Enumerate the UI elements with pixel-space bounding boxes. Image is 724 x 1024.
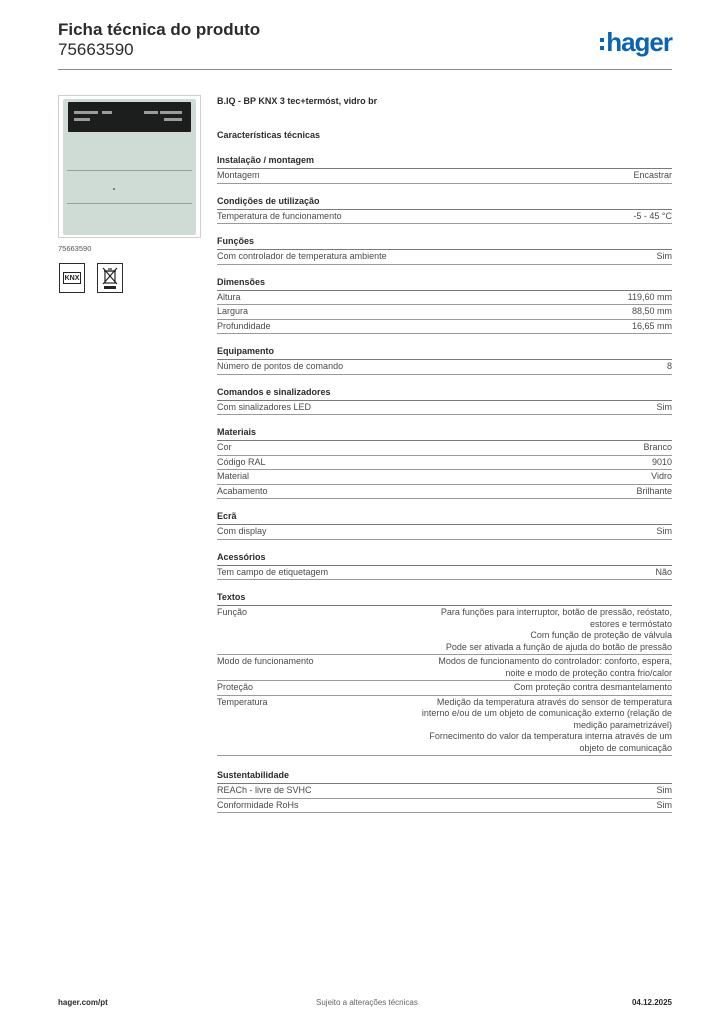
- spec-label: Com controlador de temperatura ambiente: [217, 251, 387, 261]
- spec-row: [217, 655, 672, 681]
- hager-logo: [600, 28, 672, 56]
- spec-group-title: Textos: [217, 592, 672, 606]
- spec-value-line: Não: [655, 566, 672, 577]
- spec-label: Temperatura de funcionamento: [217, 210, 342, 221]
- spec-value: [651, 471, 672, 483]
- spec-value: [441, 607, 672, 653]
- spec-value-line: objeto de comunicação: [579, 742, 672, 753]
- device-illustration: [63, 99, 196, 235]
- spec-row: [217, 696, 672, 757]
- spec-group: [217, 155, 672, 184]
- spec-group: [217, 346, 672, 375]
- spec-label: Conformidade RoHs: [217, 799, 299, 810]
- spec-value: [632, 306, 672, 318]
- spec-label: Temperatura: [217, 696, 268, 707]
- spec-value: [633, 211, 672, 223]
- spec-row: [217, 784, 672, 799]
- spec-value: [633, 170, 672, 182]
- spec-value-line: medição parametrizável): [573, 719, 672, 730]
- spec-group-title: Sustentabilidade: [217, 770, 672, 784]
- spec-value: [438, 656, 672, 679]
- spec-value: [632, 321, 672, 333]
- spec-row: [217, 291, 672, 306]
- spec-group-title: Ecrã: [217, 511, 672, 525]
- document-title: Ficha técnica do produto: [58, 20, 261, 39]
- spec-value-line: Encastrar: [633, 170, 672, 180]
- spec-value-line: Com função de proteção de válvula: [530, 630, 672, 640]
- knx-certification-icon: [59, 263, 85, 293]
- spec-value: [667, 361, 672, 373]
- spec-value-line: Pode ser ativada a função de ajuda do botão de pressão: [445, 641, 672, 652]
- spec-label: Modo de funcionamento: [217, 656, 314, 666]
- spec-row: [217, 305, 672, 320]
- characteristics-title: Características técnicas: [217, 130, 321, 140]
- spec-group: [217, 196, 672, 225]
- spec-group: [217, 427, 672, 499]
- spec-value-line: estores e termóstato: [589, 618, 672, 629]
- spec-value-line: interno e/ou de um objeto de comunicação externo (relação de: [421, 708, 672, 718]
- footer-date: 04.12.2025: [631, 998, 672, 1007]
- spec-label: Tem campo de etiquetagem: [217, 566, 329, 577]
- spec-row: [217, 606, 672, 655]
- spec-value: [657, 800, 673, 812]
- spec-row: [217, 169, 672, 184]
- spec-label: Altura: [217, 291, 241, 302]
- spec-label: Acabamento: [217, 485, 268, 496]
- spec-value-line: Medição da temperatura através do sensor de temperatura: [436, 696, 672, 707]
- spec-label: Montagem: [217, 170, 260, 180]
- spec-value: [655, 567, 672, 579]
- spec-label: Com display: [217, 526, 267, 536]
- spec-row: [217, 470, 672, 485]
- knx-label: KNX: [63, 272, 81, 284]
- spec-value-line: Sim: [656, 401, 672, 412]
- spec-group: [217, 511, 672, 540]
- spec-value-line: Sim: [656, 251, 672, 261]
- spec-group: [217, 277, 672, 335]
- spec-value-line: 8: [666, 361, 672, 371]
- spec-value: [514, 682, 672, 694]
- spec-group-title: Dimensões: [217, 277, 672, 291]
- spec-group-title: Materiais: [217, 427, 672, 441]
- page-header: [58, 20, 672, 70]
- spec-value-line: Para funções para interruptor, botão de pressão, reóstato,: [440, 607, 672, 617]
- device-led: [113, 188, 115, 190]
- spec-value-line: Sim: [656, 526, 672, 536]
- spec-value: [636, 486, 672, 498]
- spec-value-line: Fornecimento do valor da temperatura interna através de um: [429, 731, 672, 741]
- spec-group-title: Acessórios: [217, 552, 672, 566]
- spec-row: [217, 799, 672, 814]
- spec-row: [217, 681, 672, 696]
- spec-row: [217, 525, 672, 540]
- image-caption: 75663590: [58, 244, 92, 253]
- product-name: B.IQ - BP KNX 3 tec+termóst, vidro br: [217, 96, 378, 106]
- spec-group: [217, 387, 672, 416]
- device-display: [68, 102, 191, 132]
- spec-label: Número de pontos de comando: [217, 361, 344, 371]
- spec-value-line: 9010: [651, 456, 672, 467]
- spec-label: Profundidade: [217, 320, 271, 331]
- spec-group: [217, 592, 672, 756]
- spec-value: [628, 292, 672, 304]
- spec-row: [217, 566, 672, 581]
- spec-label: Código RAL: [217, 456, 266, 467]
- spec-label: Largura: [217, 306, 249, 316]
- spec-group-title: Instalação / montagem: [217, 155, 672, 169]
- spec-value-line: Com proteção contra desmantelamento: [513, 682, 672, 692]
- spec-label: Material: [217, 471, 250, 481]
- spec-row: [217, 441, 672, 456]
- spec-value-line: Sim: [656, 785, 672, 795]
- spec-value: [422, 697, 672, 755]
- spec-label: Com sinalizadores LED: [217, 401, 312, 412]
- spec-value-line: noite e modo de proteção contra frio/calor: [505, 667, 672, 678]
- logo-text: hager: [606, 27, 672, 57]
- spec-value-line: 119,60 mm: [627, 291, 672, 302]
- spec-group-title: Funções: [217, 236, 672, 250]
- spec-value: [657, 402, 673, 414]
- spec-label: REACh - livre de SVHC: [217, 785, 312, 795]
- logo-dots-icon: [600, 38, 604, 50]
- spec-group: [217, 770, 672, 813]
- spec-value: [657, 526, 673, 538]
- specifications: [217, 96, 672, 813]
- spec-value: [643, 442, 672, 454]
- footer-disclaimer: Sujeito a alterações técnicas: [316, 998, 418, 1007]
- spec-row: [217, 320, 672, 335]
- product-reference: 75663590: [58, 40, 134, 59]
- spec-row: [217, 401, 672, 416]
- spec-group: [217, 552, 672, 581]
- spec-value-line: 88,50 mm: [631, 306, 672, 316]
- spec-value-line: Brilhante: [636, 485, 672, 496]
- spec-row: [217, 250, 672, 265]
- spec-label: Proteção: [217, 682, 254, 692]
- spec-label: Cor: [217, 442, 232, 452]
- spec-row: [217, 456, 672, 471]
- spec-value-line: -5 - 45 °C: [633, 210, 672, 221]
- weee-crossed-bin-icon: [97, 263, 123, 293]
- spec-value: [657, 785, 673, 797]
- spec-row: [217, 485, 672, 500]
- product-image: [58, 95, 201, 238]
- spec-group-title: Equipamento: [217, 346, 672, 360]
- spec-groups: [217, 155, 672, 813]
- spec-row: [217, 360, 672, 375]
- spec-value-line: Vidro: [651, 471, 672, 481]
- spec-group-title: Condições de utilização: [217, 196, 672, 210]
- spec-row: [217, 210, 672, 225]
- spec-value-line: Branco: [643, 442, 672, 452]
- spec-value-line: Sim: [656, 799, 672, 810]
- footer-website: hager.com/pt: [58, 998, 108, 1007]
- spec-value: [657, 251, 673, 263]
- spec-label: Função: [217, 607, 248, 617]
- spec-group: [217, 236, 672, 265]
- spec-value-line: 16,65 mm: [631, 320, 672, 331]
- spec-value-line: Modos de funcionamento do controlador: conforto, espera,: [438, 656, 672, 666]
- page-footer: [58, 998, 672, 1010]
- spec-group-title: Comandos e sinalizadores: [217, 387, 672, 401]
- spec-value: [652, 457, 672, 469]
